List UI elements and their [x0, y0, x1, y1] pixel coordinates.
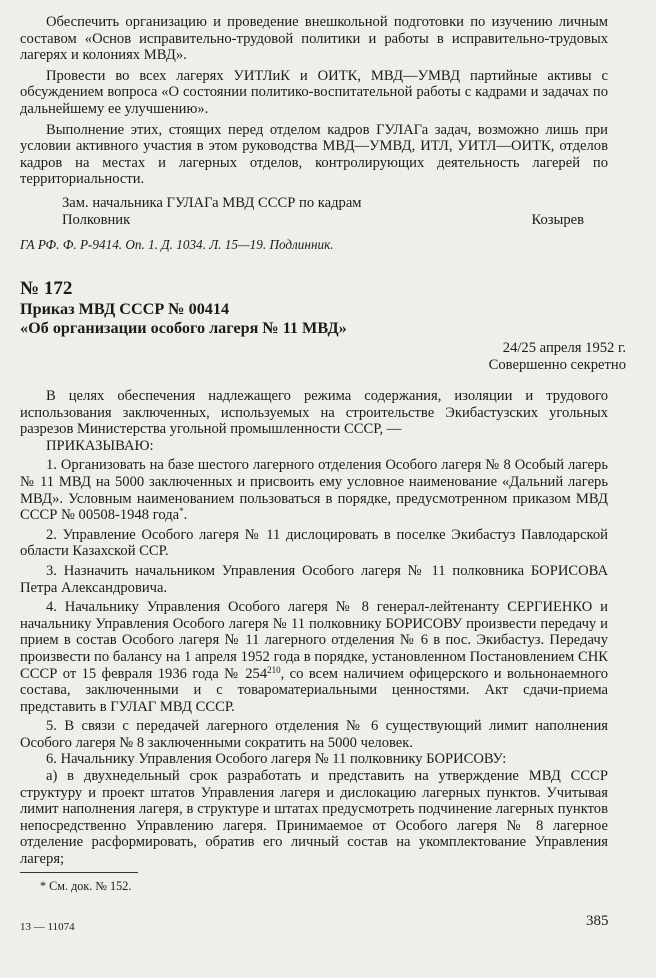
- order-title-line: «Об организации особого лагеря № 11 МВД»: [20, 318, 347, 337]
- intro-paragraph: Провести во всех лагерях УИТЛиК и ОИТК, МВД—УМВД партийные активы с обсуждением вопроса «О состоянии политико-воспитательной работы с кадрами и задачах по дальнейшему ее улучшению».: [20, 67, 608, 117]
- order-item: 5. В связи с передачей лагерного отделения № 6 существующий лимит наполнения Особого лагеря № 8 заключенными сократить на 5000 человек.: [20, 718, 608, 751]
- intro-paragraph: Выполнение этих, стоящих перед отделом кадров ГУЛАГа задач, возможно лишь при условии активного участия в этом руководства МВД—УМВД, ИТЛ, УИТЛ—ОИТК, отделов кадров на местах и лагерных отделов, контролирующих деятельность лагерей по территориальности.: [20, 121, 608, 188]
- order-item: 3. Назначить начальником Управления Особого лагеря № 11 полковника БОРИСОВА Петра Александровича.: [20, 562, 608, 596]
- order-item-text: 4. Начальнику Управления Особого лагеря № 8 генерал-лейтенанту СЕРГИЕНКО и начальнику Управления Особого лагеря № 11 полковнику БОРИСОВУ произвести передачу и прием в состав Особого лагеря № 11 лагерного отделения № 6 в пос. Экибастуз. Передачу произвести по балансу на 1 апреля 1952 года в порядке, установленном Постановлением СНК СССР от 15 февраля 1936 года № 254: [20, 599, 608, 682]
- order-title-line: Приказ МВД СССР № 00414: [20, 300, 230, 318]
- order-body: [20, 388, 608, 868]
- order-item: 2. Управление Особого лагеря № 11 дислоцировать в поселке Экибастуз Павлодарской области Казахской ССР.: [20, 526, 608, 560]
- preamble: В целях обеспечения надлежащего режима содержания, изоляции и трудового использования заключенных, используемых на строительстве Экибастузских угольных разрезов Министерства угольной промышленности СССР, —: [20, 388, 608, 438]
- secrecy-stamp: Совершенно секретно: [488, 356, 626, 373]
- order-word: ПРИКАЗЫВАЮ:: [46, 437, 154, 454]
- footnote: * См. док. № 152.: [40, 879, 132, 893]
- order-item: 6. Начальнику Управления Особого лагеря № 11 полковнику БОРИСОВУ:: [46, 751, 507, 768]
- page-number: 385: [586, 913, 609, 929]
- date-block: [489, 340, 626, 373]
- order-title: [20, 300, 347, 337]
- intro-block: [20, 14, 608, 188]
- signature-block: [62, 195, 584, 228]
- archive-source: ГА РФ. Ф. Р-9414. Оп. 1. Д. 1034. Л. 15—19. Подлинник.: [20, 237, 334, 252]
- document-number: № 172: [20, 278, 73, 299]
- signatory-position: Зам. начальника ГУЛАГа МВД СССР по кадрам: [62, 195, 362, 211]
- order-date: 24/25 апреля 1952 г.: [502, 340, 626, 356]
- order-item-text: 1. Организовать на базе шестого лагерного отделения Особого лагеря № 8 Особый лагерь № 11 МВД на 5000 заключенных и присвоить ему условное наименование «Дальний лагерь МВД». Условным наименованием пользоваться в порядке, предусмотренном приказом МВД СССР № 00508-1948 года: [20, 457, 608, 524]
- endnote-mark: 210: [267, 664, 281, 675]
- order-item: 4. Начальнику Управления Особого лагеря № 8 генерал-лейтенанту СЕРГИЕНКО и начальнику Управления Особого лагеря № 11 полковнику БОРИСОВУ произвести передачу и прием в состав Особого лагеря № 11 лагерного отделения № 6 в пос. Экибастуз. Передачу произвести по балансу на 1 апреля 1952 года в порядке, установленном Постановлением СНК СССР от 15 февраля 1936 года № $254^{210}$, со всем наличием офицерского и вольнонаемного состава, заключенными и с товароматериальными ценностями. Акт сдачи-приема представить в ГУЛАГ МВД СССР.: [20, 599, 608, 715]
- order-subitem: а) в двухнедельный срок разработать и представить на утверждение МВД СССР структуру и проект штатов Управления лагеря и дислокацию лагерных пунктов. Учитывая лимит наполнения лагеря, в структуре и штатах предусмотреть подчинение лагерных пунктов непосредственно Управлению лагеря. Принимаемое от Особого лагеря № 8 лагерное отделение расформировать, обратив его личный состав на укомплектование Управления лагеря;: [20, 768, 608, 868]
- print-signature: 13 — 11074: [20, 921, 75, 933]
- signatory-rank: Полковник: [62, 211, 131, 228]
- intro-paragraph: Обеспечить организацию и проведение внешкольной подготовки по изучению личным составом «Основ исправительно-трудовой политики и работы в исправительно-трудовых лагерях и колониях МВД».: [20, 14, 608, 64]
- footnote-mark: *: [179, 506, 184, 517]
- order-item: 1. Организовать на базе шестого лагерного отделения Особого лагеря № 8 Особый лагерь № 11 МВД на 5000 заключенных и присвоить ему условное наименование «Дальний лагерь МВД». Условным наименованием пользоваться в порядке, предусмотренном приказом МВД СССР № 00508-1948 года*.: [20, 457, 608, 524]
- footnote-rule: [20, 872, 138, 873]
- signatory-name: Козырев: [531, 211, 584, 228]
